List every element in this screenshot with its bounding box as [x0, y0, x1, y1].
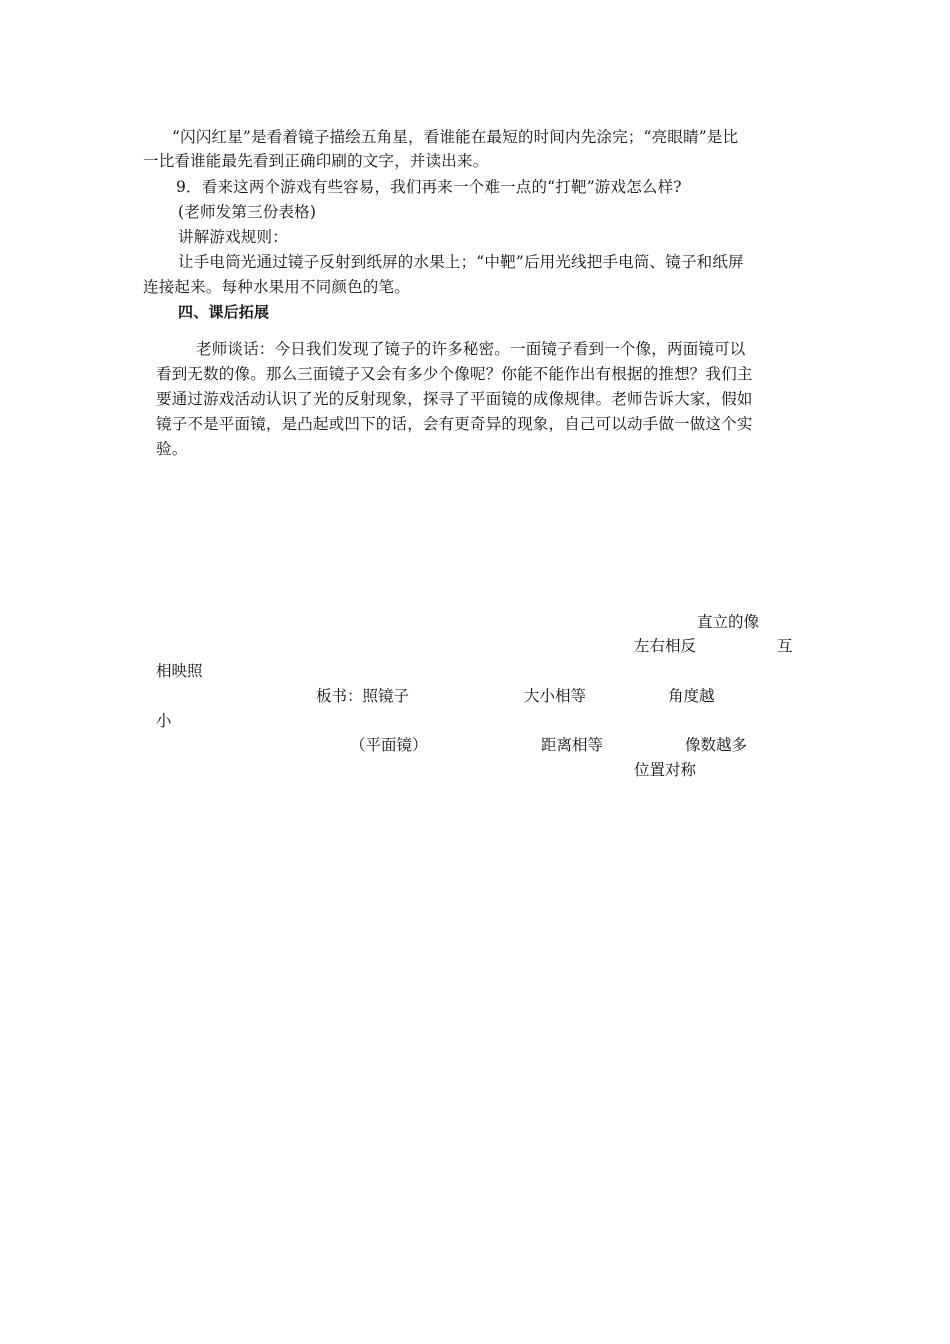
paragraph-rules-label: 讲解游戏规则： — [178, 228, 288, 246]
teacher-talk-line-3: 要通过游戏活动认识了光的反射现象，探寻了平面镜的成像规律。老师告诉大家，假如 — [156, 390, 753, 408]
paragraph-games-line-1: “闪闪红星”是看着镜子描绘五角星，看谁能在最短的时间内先涂完；“亮眼睛”是比 — [172, 128, 739, 146]
paragraph-third-table: (老师发第三份表格) — [178, 203, 317, 221]
bb-mutual-reflection-part-1: 互 — [777, 637, 793, 655]
teacher-talk-line-1: 老师谈话：今日我们发现了镜子的许多秘密。一面镜子看到一个像，两面镜可以 — [196, 340, 746, 358]
bb-same-size: 大小相等 — [524, 687, 587, 705]
bb-left-right-reversed: 左右相反 — [634, 637, 697, 655]
bb-upright-image: 直立的像 — [697, 613, 760, 631]
paragraph-target-game: 9．看来这两个游戏有些容易，我们再来一个难一点的“打靶”游戏怎么样? — [176, 178, 682, 196]
bb-angle-part-1: 角度越 — [668, 687, 715, 705]
bb-more-images: 像数越多 — [685, 736, 748, 754]
paragraph-games-line-2: 一比看谁能最先看到正确印刷的文字，并读出来。 — [143, 152, 489, 170]
bb-symmetric-position: 位置对称 — [634, 761, 697, 779]
paragraph-rules-line-1: 让手电筒光通过镜子反射到纸屏的水果上；“中靶”后用光线把手电筒、镜子和纸屏 — [178, 253, 744, 271]
section-heading: 四、课后拓展 — [178, 303, 270, 321]
teacher-talk-line-2: 看到无数的像。那么三面镜子又会有多少个像呢？你能不能作出有根据的推想？我们主 — [156, 365, 753, 383]
bb-angle-part-2: 小 — [156, 712, 172, 730]
bb-title: 板书：照镜子 — [316, 687, 410, 705]
bb-same-distance: 距离相等 — [541, 736, 604, 754]
teacher-talk-line-4: 镜子不是平面镜，是凸起或凹下的话，会有更奇异的现象，自己可以动手做一做这个实 — [156, 415, 753, 433]
teacher-talk-line-5: 验。 — [156, 440, 188, 458]
paragraph-rules-line-2: 连接起来。每种水果用不同颜色的笔。 — [143, 278, 410, 296]
bb-plane-mirror: （平面镜） — [350, 736, 428, 754]
bb-mutual-reflection-part-2: 相映照 — [156, 662, 203, 680]
